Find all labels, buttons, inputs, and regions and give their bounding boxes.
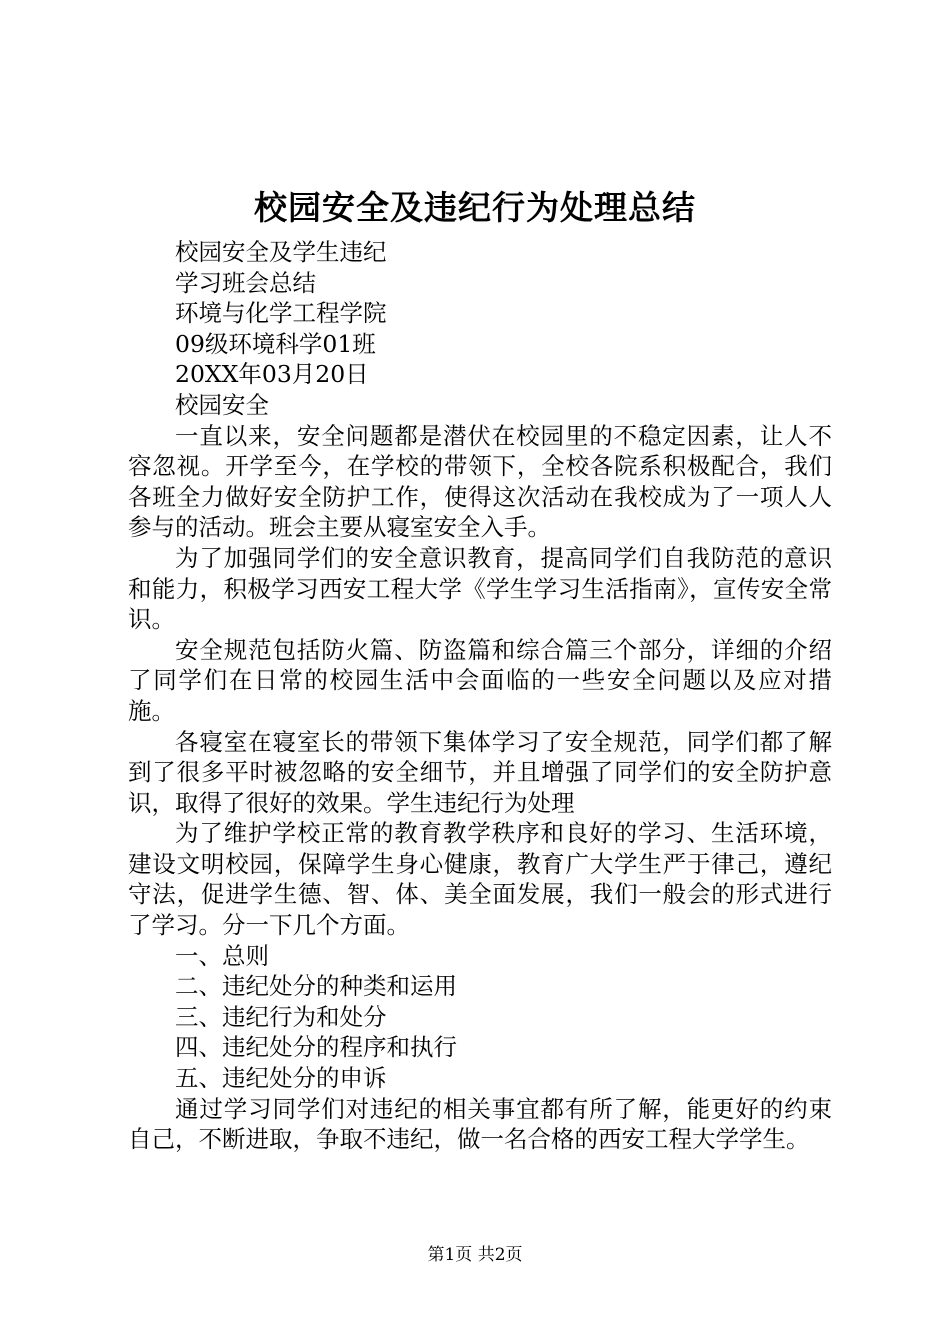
paragraph: 校园安全: [175, 390, 269, 419]
paragraph: 09级环境科学01班: [175, 329, 376, 358]
paragraph: 一、总则: [175, 941, 269, 970]
page-footer: 第1页 共2页: [427, 1245, 523, 1265]
paragraph: 五、违纪处分的申诉: [175, 1064, 387, 1093]
paragraph: 通过学习同学们对违纪的相关事宜都有所了解，能更好的约束自己，不断进取，争取不违纪，做一名合格的西安工程大学学生。: [128, 1094, 832, 1154]
paragraph: 二、违纪处分的种类和运用: [175, 972, 457, 1001]
paragraph: 学习班会总结: [175, 268, 316, 297]
paragraph: 一直以来，安全问题都是潜伏在校园里的不稳定因素，让人不容忽视。开学至今，在学校的带领下，全校各院系积极配合，我们各班全力做好安全防护工作，使得这次活动在我校成为了一项人人参与的活动。班会主要从寝室安全入手。: [128, 421, 832, 542]
paragraph: 环境与化学工程学院: [175, 299, 387, 328]
paragraph: 安全规范包括防火篇、防盗篇和综合篇三个部分，详细的介绍了同学们在日常的校园生活中会面临的一些安全问题以及应对措施。: [128, 635, 832, 725]
paragraph: 四、违纪处分的程序和执行: [175, 1033, 457, 1062]
paragraph: 20XX年03月20日: [175, 360, 369, 389]
paragraph: 三、违纪行为和处分: [175, 1002, 387, 1031]
paragraph: 为了维护学校正常的教育教学秩序和良好的学习、生活环境，建设文明校园，保障学生身心健康，教育广大学生严于律己，遵纪守法，促进学生德、智、体、美全面发展，我们一般会的形式进行了学习。分一下几个方面。: [128, 819, 832, 940]
paragraph: 为了加强同学们的安全意识教育，提高同学们自我防范的意识和能力，积极学习西安工程大学《学生学习生活指南》，宣传安全常识。: [128, 543, 832, 634]
paragraph: 校园安全及学生违纪: [175, 238, 387, 266]
document-title: 校园安全及违纪行为处理总结: [254, 188, 696, 227]
document-body: [128, 237, 832, 1155]
paragraph: 各寝室在寝室长的带领下集体学习了安全规范，同学们都了解到了很多平时被忽略的安全细节，并且增强了同学们的安全防护意识，取得了很好的效果。学生违纪行为处理: [128, 727, 832, 817]
